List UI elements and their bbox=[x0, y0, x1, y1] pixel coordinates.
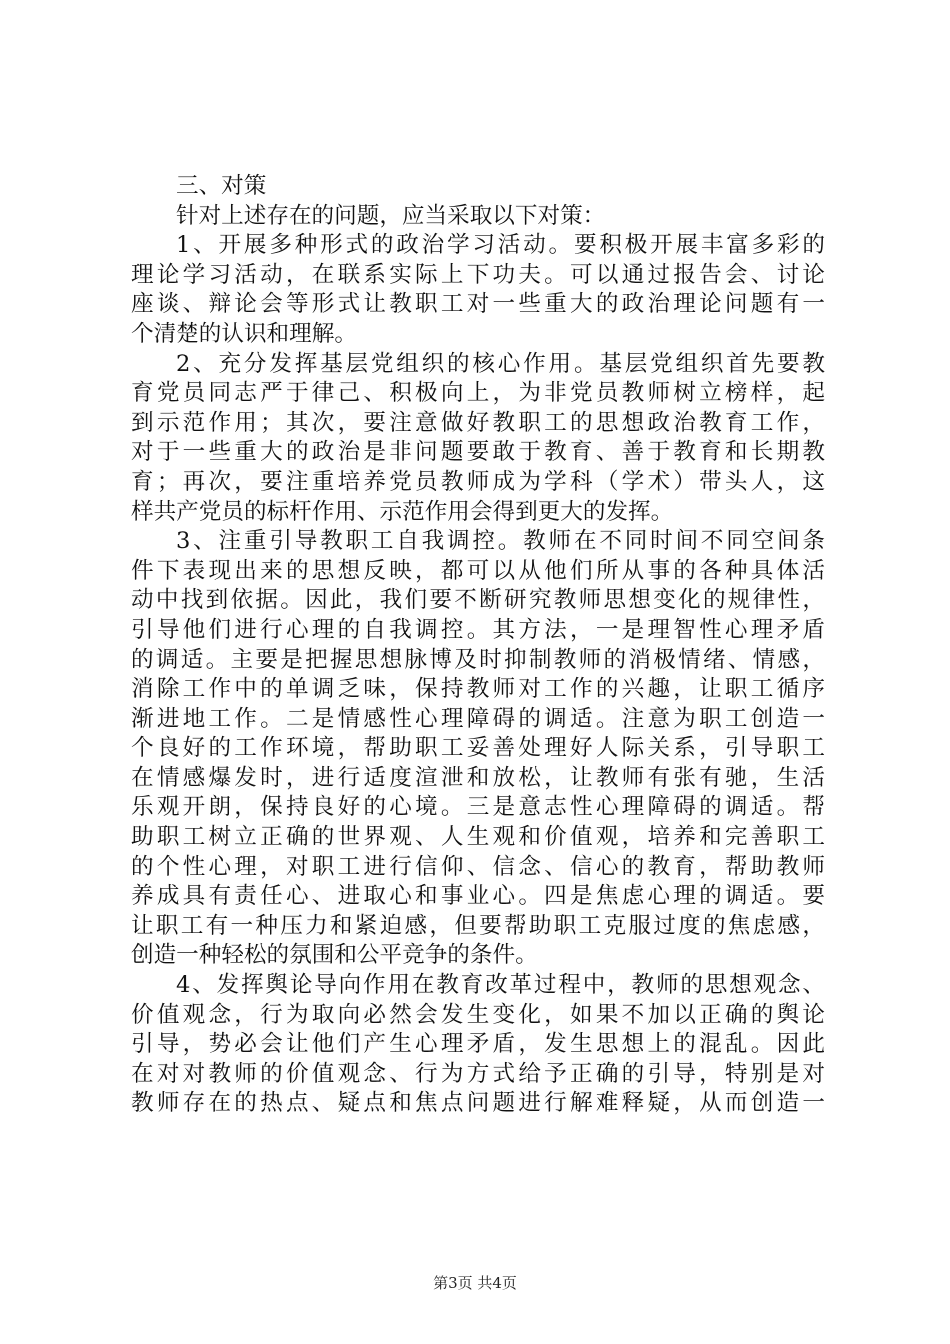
text-line: 个良好的工作环境，帮助职工妥善处理好人际关系，引导职工 bbox=[131, 735, 825, 762]
text-line: 理论学习活动，在联系实际上下功夫。可以通过报告会、讨论 bbox=[131, 261, 825, 288]
page-number: 第3页 共4页 bbox=[433, 1274, 517, 1292]
text-line: 三、对策 bbox=[176, 173, 267, 199]
text-line: 让职工有一种压力和紧迫感，但要帮助职工克服过度的焦虑感， bbox=[131, 912, 825, 939]
text-line: 对于一些重大的政治是非问题要敢于教育、善于教育和长期教 bbox=[131, 439, 825, 466]
text-line: 育；再次，要注重培养党员教师成为学科（学术）带头人，这 bbox=[131, 468, 825, 495]
document-body bbox=[131, 172, 825, 1119]
text-line: 到示范作用；其次，要注意做好教职工的思想政治教育工作， bbox=[131, 409, 825, 436]
text-line: 的调适。主要是把握思想脉博及时抑制教师的消极情绪、情感， bbox=[131, 646, 825, 673]
text-line: 引导，势必会让他们产生心理矛盾，发生思想上的混乱。因此 bbox=[131, 1031, 825, 1058]
text-line: 4、发挥舆论导向作用在教育改革过程中，教师的思想观念、 bbox=[176, 972, 825, 999]
text-line: 件下表现出来的思想反映，都可以从他们所从事的各种具体活 bbox=[131, 557, 825, 584]
text-line: 渐进地工作。二是情感性心理障碍的调适。注意为职工创造一 bbox=[131, 705, 825, 732]
text-line: 个清楚的认识和理解。 bbox=[131, 320, 357, 347]
text-line: 座谈、辩论会等形式让教职工对一些重大的政治理论问题有一 bbox=[131, 291, 825, 318]
text-line: 在对对教师的价值观念、行为方式给予正确的引导，特别是对 bbox=[131, 1060, 825, 1087]
text-line: 在情感爆发时，进行适度渲泄和放松，让教师有张有驰，生活 bbox=[131, 764, 825, 791]
text-line: 2、充分发挥基层党组织的核心作用。基层党组织首先要教 bbox=[176, 350, 825, 377]
text-line: 养成具有责任心、进取心和事业心。四是焦虑心理的调适。要 bbox=[131, 883, 825, 910]
text-line: 育党员同志严于律己、积极向上，为非党员教师树立榜样，起 bbox=[131, 380, 825, 407]
text-line: 价值观念，行为取向必然会发生变化，如果不加以正确的舆论 bbox=[131, 1001, 825, 1028]
text-line: 1、开展多种形式的政治学习活动。要积极开展丰富多彩的 bbox=[176, 232, 825, 259]
text-line: 样共产党员的标杆作用、示范作用会得到更大的发挥。 bbox=[131, 498, 674, 525]
text-line: 3、注重引导教职工自我调控。教师在不同时间不同空间条 bbox=[176, 528, 825, 555]
text-line: 引导他们进行心理的自我调控。其方法，一是理智性心理矛盾 bbox=[131, 616, 825, 643]
page-footer bbox=[0, 1272, 950, 1293]
text-line: 针对上述存在的问题，应当采取以下对策： bbox=[176, 202, 606, 229]
text-line: 助职工树立正确的世界观、人生观和价值观，培养和完善职工 bbox=[131, 824, 825, 851]
text-line: 消除工作中的单调乏味，保持教师对工作的兴趣，让职工循序 bbox=[131, 676, 825, 703]
text-line: 动中找到依据。因此，我们要不断研究教师思想变化的规律性， bbox=[131, 587, 825, 614]
text-line: 乐观开朗，保持良好的心境。三是意志性心理障碍的调适。帮 bbox=[131, 794, 825, 821]
text-line: 创造一种轻松的氛围和公平竞争的条件。 bbox=[131, 942, 538, 969]
text-line: 的个性心理，对职工进行信仰、信念、信心的教育，帮助教师 bbox=[131, 853, 825, 880]
text-line: 教师存在的热点、疑点和焦点问题进行解难释疑，从而创造一 bbox=[131, 1090, 825, 1117]
